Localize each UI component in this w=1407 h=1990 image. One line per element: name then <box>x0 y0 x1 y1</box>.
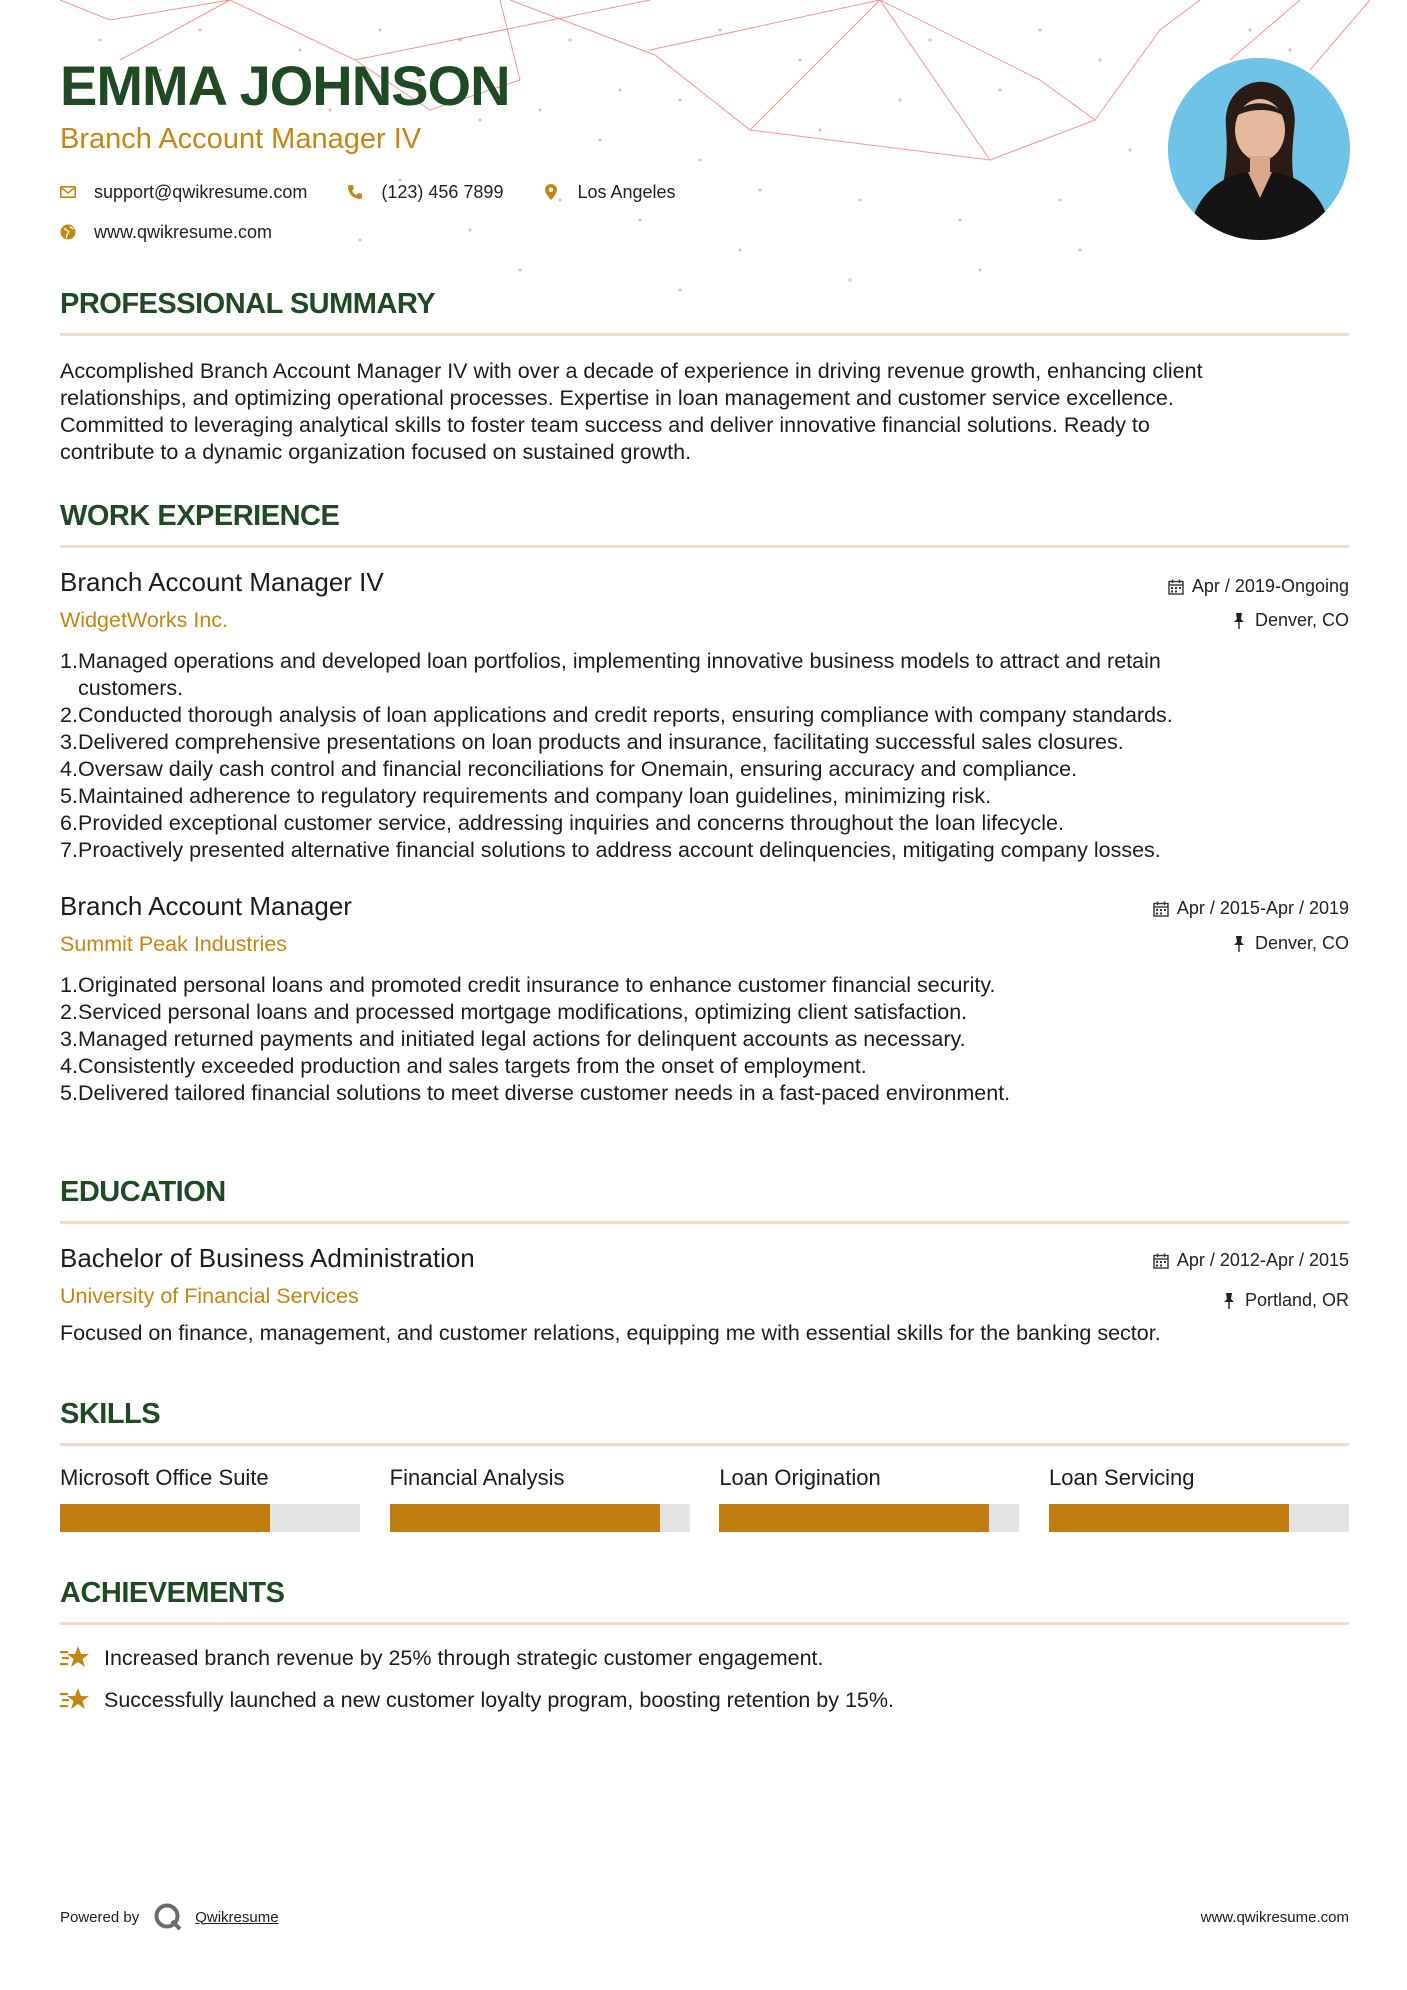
phone-text: (123) 456 7899 <box>381 181 504 202</box>
list-number: 5. <box>60 784 78 809</box>
list-number: 1. <box>60 973 78 998</box>
list-text: Consistently exceeded production and sales targets from the onset of employment. <box>78 1054 867 1079</box>
list-text: Delivered comprehensive presentations on loan products and insurance, facilitating successful sales closures. <box>78 730 1124 755</box>
list-text <box>78 648 1161 702</box>
list-text: Oversaw daily cash control and financial reconciliations for Onemain, ensuring accuracy and compliance. <box>78 757 1078 782</box>
skill-bar-fill <box>1049 1504 1289 1532</box>
website-text: www.qwikresume.com <box>94 221 273 242</box>
list-line: Managed operations and developed loan portfolios, implementing innovative business models to attract and retain <box>78 649 1161 674</box>
list-item <box>60 1026 1349 1053</box>
job-location <box>1231 933 1349 954</box>
list-item <box>60 837 1349 864</box>
section-divider <box>60 333 1349 336</box>
list-number: 3. <box>60 1027 78 1052</box>
contact-info <box>60 180 820 260</box>
summary-line: contribute to a dynamic organization focused on sustained growth. <box>60 440 692 464</box>
contact-email[interactable] <box>60 182 307 203</box>
star-icon <box>60 1687 90 1713</box>
job-entry <box>60 568 1349 864</box>
achievement-item <box>60 1687 1349 1713</box>
profile-photo <box>1168 58 1350 240</box>
experience-heading: WORK EXPERIENCE <box>60 500 340 532</box>
education-section <box>60 1178 1349 1347</box>
location-text: Los Angeles <box>577 181 676 202</box>
skill-bar-track <box>1049 1504 1349 1532</box>
achievement-text: Successfully launched a new customer loyalty program, boosting retention by 15%. <box>104 1687 894 1712</box>
job-dates-text: Apr / 2015-Apr / 2019 <box>1176 898 1349 919</box>
job-title: Branch Account Manager <box>60 891 352 922</box>
job-title: Branch Account Manager IV <box>60 567 384 597</box>
job-dates <box>1153 898 1349 919</box>
section-divider <box>60 1221 1349 1224</box>
footer-branding <box>60 1900 279 1934</box>
skill-item <box>390 1466 690 1532</box>
list-item <box>60 1080 1349 1107</box>
education-location-text: Portland, OR <box>1244 1290 1349 1310</box>
list-item <box>60 999 1349 1026</box>
achievement-item <box>60 1645 1349 1671</box>
skill-bar-fill <box>390 1504 660 1532</box>
summary-line: Committed to leveraging analytical skills to foster team success and deliver innovative financial solutions. Ready to <box>60 413 1150 437</box>
section-divider <box>60 545 1349 548</box>
list-text: Conducted thorough analysis of loan applications and credit reports, ensuring compliance with company standards. <box>78 703 1173 728</box>
list-number: 5. <box>60 1081 78 1106</box>
globe-icon <box>60 224 76 240</box>
list-item <box>60 810 1349 837</box>
skill-name: Loan Servicing <box>1048 1465 1195 1490</box>
contact-website[interactable] <box>60 222 272 243</box>
list-item <box>60 648 1349 702</box>
achievements-section <box>60 1579 1349 1713</box>
experience-section <box>60 502 1349 1107</box>
calendar-icon <box>1168 579 1184 595</box>
list-text: Managed returned payments and initiated legal actions for delinquent accounts as necessary. <box>78 1027 966 1052</box>
list-item <box>60 756 1349 783</box>
skill-bar-track <box>60 1504 360 1532</box>
list-text: Proactively presented alternative financial solutions to address account delinquencies, mitigating company losses. <box>78 838 1161 863</box>
summary-section <box>60 290 1349 466</box>
education-location <box>1221 1290 1349 1311</box>
skill-name: Loan Origination <box>719 1465 881 1490</box>
section-divider <box>60 1622 1349 1625</box>
summary-line: relationships, and optimizing operational processes. Expertise in loan management and customer service excellence. <box>60 386 1174 410</box>
contact-phone[interactable] <box>347 182 503 203</box>
skill-bar-fill <box>60 1504 270 1532</box>
job-dates <box>1168 576 1349 597</box>
school-name: University of Financial Services <box>60 1283 359 1308</box>
star-icon <box>60 1645 90 1671</box>
candidate-name: EMMA JOHNSON <box>60 54 510 117</box>
footer-url[interactable]: www.qwikresume.com <box>1200 1908 1349 1926</box>
contact-location <box>543 182 675 203</box>
footer-brand-link[interactable]: Qwikresume <box>195 1908 279 1926</box>
list-item <box>60 702 1349 729</box>
skill-bar-track <box>719 1504 1019 1532</box>
calendar-icon <box>1153 1253 1169 1269</box>
job-company: WidgetWorks Inc. <box>60 607 229 632</box>
summary-line: Accomplished Branch Account Manager IV with over a decade of experience in driving revenue growth, enhancing client <box>60 359 1203 383</box>
job-dates-text: Apr / 2019-Ongoing <box>1191 576 1349 596</box>
job-location-text: Denver, CO <box>1254 610 1349 630</box>
list-item <box>60 783 1349 810</box>
skills-section <box>60 1400 1349 1532</box>
education-description: Focused on finance, management, and customer relations, equipping me with essential skills for the banking sector. <box>60 1321 1161 1346</box>
map-pin-icon <box>543 184 559 200</box>
list-number: 1. <box>60 649 78 674</box>
degree-title: Bachelor of Business Administration <box>60 1243 475 1273</box>
list-line: customers. <box>78 676 184 701</box>
list-item <box>60 729 1349 756</box>
list-text: Delivered tailored financial solutions to meet diverse customer needs in a fast-paced environment. <box>78 1081 1011 1106</box>
list-number: 7. <box>60 838 78 863</box>
list-number: 2. <box>60 1000 78 1025</box>
education-dates-text: Apr / 2012-Apr / 2015 <box>1176 1250 1349 1270</box>
contact-row-2 <box>60 220 820 244</box>
list-number: 4. <box>60 1054 78 1079</box>
achievements-heading: ACHIEVEMENTS <box>60 1577 285 1609</box>
summary-text <box>60 358 1349 466</box>
list-number: 2. <box>60 703 78 728</box>
powered-by-label: Powered by <box>60 1908 140 1926</box>
list-number: 4. <box>60 757 78 782</box>
resume-header <box>60 54 1060 156</box>
section-divider <box>60 1443 1349 1446</box>
list-item <box>60 1053 1349 1080</box>
education-dates <box>1153 1250 1349 1271</box>
job-company: Summit Peak Industries <box>60 931 288 956</box>
list-number: 6. <box>60 811 78 836</box>
job-location-text: Denver, CO <box>1254 933 1349 954</box>
skill-bar-track <box>390 1504 690 1532</box>
summary-heading: PROFESSIONAL SUMMARY <box>60 288 436 320</box>
pushpin-icon <box>1231 613 1247 629</box>
list-text: Provided exceptional customer service, addressing inquiries and concerns throughout the loan lifecycle. <box>78 811 1064 836</box>
email-text: support@qwikresume.com <box>94 181 308 202</box>
list-item <box>60 972 1349 999</box>
list-number: 3. <box>60 730 78 755</box>
job-entry <box>60 892 1349 1107</box>
skill-item <box>719 1466 1019 1532</box>
skill-name: Financial Analysis <box>389 1465 565 1490</box>
contact-row-1 <box>60 180 820 204</box>
skill-item <box>60 1466 360 1532</box>
candidate-title: Branch Account Manager IV <box>60 123 422 155</box>
job-location <box>1231 610 1349 631</box>
list-text: Serviced personal loans and processed mortgage modifications, optimizing client satisfaction. <box>78 1000 968 1025</box>
achievement-text: Increased branch revenue by 25% through strategic customer engagement. <box>104 1645 824 1670</box>
page-footer <box>60 1900 1349 1934</box>
pushpin-icon <box>1221 1293 1237 1309</box>
phone-icon <box>347 184 363 200</box>
skills-heading: SKILLS <box>60 1398 161 1430</box>
list-text: Originated personal loans and promoted credit insurance to enhance customer financial security. <box>78 973 996 998</box>
qwikresume-logo-icon <box>153 1902 183 1932</box>
education-heading: EDUCATION <box>60 1176 226 1208</box>
skill-name: Microsoft Office Suite <box>60 1465 269 1490</box>
skill-bar-fill <box>719 1504 989 1532</box>
job-bullets <box>60 648 1349 864</box>
envelope-icon <box>60 184 76 200</box>
education-entry <box>60 1244 1349 1347</box>
skills-list <box>60 1466 1349 1532</box>
job-bullets <box>60 972 1349 1107</box>
pushpin-icon <box>1231 936 1247 952</box>
calendar-icon <box>1153 901 1169 917</box>
list-text: Maintained adherence to regulatory requirements and company loan guidelines, minimizing risk. <box>78 784 992 809</box>
skill-item <box>1049 1466 1349 1532</box>
